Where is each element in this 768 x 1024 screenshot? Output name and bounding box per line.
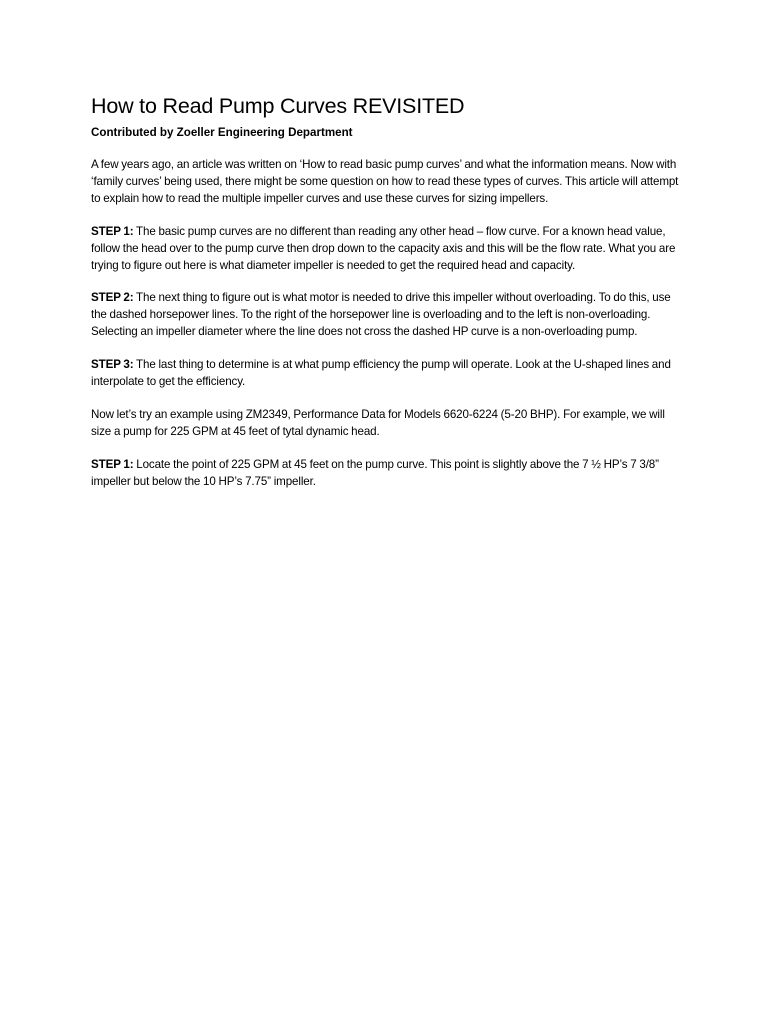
author-credit: Contributed by Zoeller Engineering Department <box>91 126 353 139</box>
step-2-text: The next thing to figure out is what motor is needed to drive this impeller without overloading. To do this, use the dashed horsepower lines. To the right of the horsepower line is overloading and to the left is non-overloading. Selecting an impeller diameter where the line does not cross the dashed HP curve is a non-overloading pump. <box>91 291 671 339</box>
step-2-paragraph <box>91 290 681 341</box>
step-3-text: The last thing to determine is at what pump efficiency the pump will operate. Look at the U-shaped lines and interpolate to get the efficiency. <box>91 358 671 389</box>
page-title: How to Read Pump Curves REVISITED <box>91 94 465 118</box>
step-1-label: STEP 1: <box>91 224 134 238</box>
example-intro-paragraph: Now let’s try an example using ZM2349, Performance Data for Models 6620-6224 (5-20 BHP). For example, we will size a pump for 225 GPM at 45 feet of tytal dynamic head. <box>91 407 665 438</box>
step-1-paragraph <box>91 224 681 275</box>
intro-paragraph: A few years ago, an article was written on ‘How to read basic pump curves’ and what the information means. Now with ‘family curves’ being used, there might be some question on how to read these types of curves. This article will attempt to explain how to read the multiple impeller curves and use these curves for sizing impellers. <box>91 158 679 205</box>
step-2-label: STEP 2: <box>91 291 134 305</box>
step-3-label: STEP 3: <box>91 358 134 372</box>
example-step-1-label: STEP 1: <box>91 457 134 471</box>
step-1-text: The basic pump curves are no different than reading any other head – flow curve. For a known head value, follow the head over to the pump curve then drop down to the capacity axis and this will be the flow rate. What you are trying to figure out here is what diameter impeller is needed to get the required head and capacity. <box>91 224 676 272</box>
step-3-paragraph <box>91 357 681 391</box>
example-step-1-text: Locate the point of 225 GPM at 45 feet on the pump curve. This point is slightly above the 7 ½ HP’s 7 3/8” impeller but below the 10 HP’s 7.75” impeller. <box>91 457 659 488</box>
example-step-1-paragraph <box>91 457 681 491</box>
document-body <box>91 93 681 491</box>
